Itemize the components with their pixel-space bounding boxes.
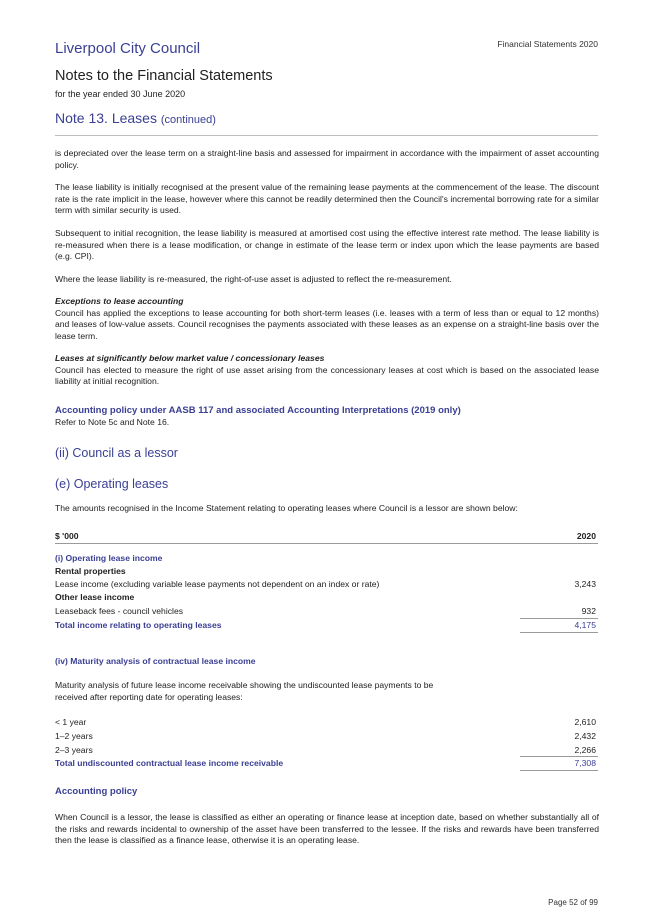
notes-title: Notes to the Financial Statements: [55, 68, 273, 84]
aasb-heading: Accounting policy under AASB 117 and associated Accounting Interpretations (2019 only): [55, 405, 461, 416]
exceptions-heading: Exceptions to lease accounting: [55, 296, 184, 306]
table-row: [55, 716, 598, 728]
row-value: 2,432: [574, 731, 596, 741]
total-underline: [520, 770, 598, 771]
total-operating-lease-income-row: [55, 619, 598, 631]
financial-statements-label: Financial Statements 2020: [497, 39, 598, 49]
row-label: Lease income (excluding variable lease payments not dependent on an index or rate): [55, 579, 380, 589]
table-row: [55, 605, 598, 617]
total-value: 7,308: [574, 758, 596, 768]
row-value: 3,243: [574, 579, 596, 589]
rental-properties-heading: Rental properties: [55, 566, 126, 576]
total-maturity-row: [55, 757, 598, 769]
exceptions-section: [55, 296, 599, 342]
table-row: [55, 744, 598, 756]
aasb-refer-text: Refer to Note 5c and Note 16.: [55, 417, 170, 427]
note-heading: [55, 110, 216, 126]
table-header-row: [55, 530, 598, 542]
note-continued: (continued): [160, 114, 216, 126]
section-maturity-analysis: (iv) Maturity analysis of contractual lease income: [55, 656, 256, 666]
below-market-heading: Leases at significantly below market value / concessionary leases: [55, 353, 325, 363]
paragraph-initial-recognition: The lease liability is initially recognised at the present value of the remaining lease payments at the commencement of the lease. The discount rate is the rate implicit in the lease, however where this cannot be readily determined then the Council's incremental borrowing rate for a similar term with similar security is used.: [55, 182, 599, 215]
operating-leases-intro: The amounts recognised in the Income Statement relating to operating leases where Council is a lessor are shown below:: [55, 503, 518, 513]
operating-leases-heading: (e) Operating leases: [55, 477, 169, 491]
row-value: 932: [581, 606, 596, 616]
accounting-policy-text: When Council is a lessor, the lease is classified as either an operating or finance lease at inception date, based on whether substantially all of the risks and rewards incidental to ownership of the asset have been transferred to the lessee. If the risks and rewards have been transferred then the lease is classified as a finance lease, otherwise it is an operating lease.: [55, 812, 599, 845]
section-operating-lease-income: (i) Operating lease income: [55, 553, 163, 563]
lessor-heading: (ii) Council as a lessor: [55, 446, 178, 460]
below-market-section: [55, 353, 599, 388]
exceptions-text: Council has applied the exceptions to lease accounting for both short-term leases (i.e. leases with a term of less than or equal to 12 months) and leases of low-value assets. Council recognises the payments associated with these leases as an expense on a straight-line basis over the lease term.: [55, 307, 599, 341]
paragraph-subsequent-measurement: Subsequent to initial recognition, the lease liability is measured at amortised cost using the effective interest rate method. The lease liability is re-measured when there is a lease modification, or change in estimate of the lease term or index upon which the lease payments are based (e.g. CPI).: [55, 228, 599, 261]
row-label: < 1 year: [55, 717, 87, 727]
other-lease-income-heading: Other lease income: [55, 592, 135, 602]
total-value: 4,175: [574, 620, 596, 630]
total-label: Total undiscounted contractual lease income receivable: [55, 758, 284, 768]
total-underline: [520, 632, 598, 633]
table-row: [55, 578, 598, 590]
row-label: 2–3 years: [55, 745, 93, 755]
row-label: Leaseback fees - council vehicles: [55, 606, 184, 616]
paragraph-depreciation: is depreciated over the lease term on a straight-line basis and assessed for impairment in accordance with the impairment of asset accounting policy.: [55, 148, 599, 170]
accounting-policy-heading: Accounting policy: [55, 786, 138, 797]
header-divider: [55, 135, 598, 136]
total-label: Total income relating to operating leases: [55, 620, 222, 630]
column-label-header: $ '000: [55, 531, 79, 541]
table-header-divider: [55, 543, 598, 544]
paragraph-remeasurement: Where the lease liability is re-measured, the right-of-use asset is adjusted to reflect the re-measurement.: [55, 274, 452, 284]
table-row: [55, 730, 598, 742]
maturity-description: Maturity analysis of future lease income receivable showing the undiscounted lease payments to be received after reporting date for operating leases:: [55, 680, 434, 702]
row-value: 2,266: [574, 745, 596, 755]
row-label: 1–2 years: [55, 731, 93, 741]
notes-subtitle: for the year ended 30 June 2020: [55, 89, 186, 99]
column-year-header: 2020: [576, 531, 596, 541]
page-number: Page 52 of 99: [548, 898, 598, 907]
note-title: Note 13. Leases: [55, 110, 157, 126]
row-value: 2,610: [574, 717, 596, 727]
below-market-text: Council has elected to measure the right of use asset arising from the concessionary leases at cost which is based on the associated lease liability at initial recognition.: [55, 364, 599, 386]
council-name: Liverpool City Council: [55, 40, 201, 57]
